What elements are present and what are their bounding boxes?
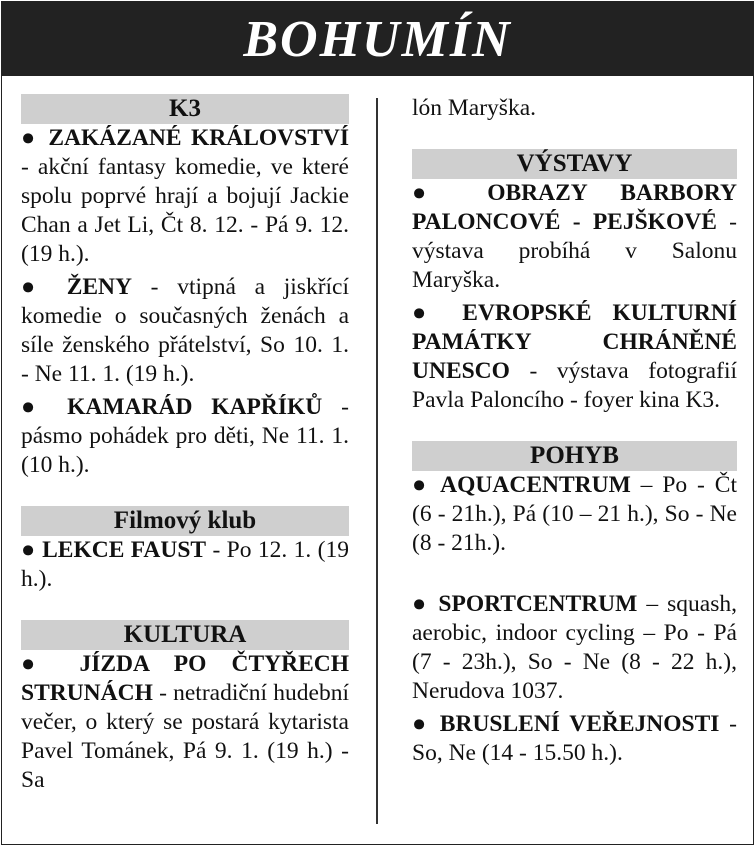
event-text: - pásmo pohádek pro děti, Ne 11. 1. (10 h.). — [21, 394, 349, 478]
list-item — [412, 471, 737, 558]
event-title: LEKCE FAUST — [42, 537, 207, 563]
event-title: JÍZDA PO ČTYŘECH STRUNÁCH — [21, 651, 349, 706]
list-item — [21, 273, 349, 389]
bullet-icon: ● — [21, 394, 49, 420]
column-divider — [376, 98, 378, 824]
event-title: KAMARÁD KAPŘÍKŮ — [67, 394, 323, 420]
event-title: BRUSLENÍ VEŘEJNOSTI — [439, 711, 720, 737]
bullet-icon: ● — [21, 274, 49, 300]
list-item — [412, 710, 737, 768]
left-column — [21, 94, 349, 795]
event-text: - Po 12. 1. (19 h.). — [21, 537, 349, 592]
event-text: - vtipná a jiskřící komedie o současných ženách a síle ženského přátelství, So 10. 1. - Ne 11. 1. (19 h.). — [21, 274, 350, 387]
section-heading-pohyb: POHYB — [412, 441, 737, 471]
right-column — [412, 94, 737, 768]
header-banner — [2, 2, 753, 76]
event-text: - výstava probíhá v Salonu Maryška. — [412, 209, 737, 293]
event-title: ZAKÁZANÉ KRÁLOVSTVÍ — [48, 125, 349, 151]
newspaper-listing — [1, 1, 754, 845]
list-item — [21, 124, 349, 269]
list-item — [412, 179, 737, 295]
event-title: EVROPSKÉ KULTURNÍ PAMÁTKY CHRÁNĚNÉ UNESCO — [412, 300, 738, 384]
event-title: OBRAZY BARBORY PALONCOVÉ - PEJŠKOVÉ — [412, 180, 737, 235]
page-title: BOHUMÍN — [243, 10, 512, 68]
event-text: – squash, aerobic, indoor cycling – Po - Pá (7 - 23h.), So - Ne (8 - 22 h.), Nerudova 1037. — [412, 591, 737, 704]
event-text: – Po - Čt (6 - 21h.), Pá (10 – 21 h.), So - Ne (8 - 21h.). — [412, 472, 737, 556]
bullet-icon: ● — [412, 472, 431, 498]
bullet-icon: ● — [412, 711, 431, 737]
bullet-icon: ● — [21, 537, 36, 563]
section-heading-kultura: KULTURA — [21, 620, 349, 650]
event-title: ŽENY — [66, 274, 132, 300]
bullet-icon: ● — [21, 125, 39, 151]
bullet-icon: ● — [412, 591, 430, 617]
list-item — [412, 590, 737, 706]
list-item — [412, 299, 737, 415]
section-heading-filmovy-klub: Filmový klub — [21, 506, 349, 536]
continued-text: lón Maryška. — [412, 95, 537, 121]
list-item — [21, 650, 349, 795]
event-text: - So, Ne (14 - 15.50 h.). — [412, 711, 737, 766]
event-text: - netradiční hudební večer, o který se postará kytarista Pavel Tománek, Pá 9. 1. (19 h.) - Sa — [21, 680, 349, 793]
event-title: SPORTCENTRUM — [438, 591, 638, 617]
event-text: - akční fantasy komedie, ve které spolu poprvé hrají a bojují Jackie Chan a Jet Li, Čt 8. 12. - Pá 9. 12. (19 h.). — [21, 154, 349, 267]
section-heading-vystavy: VÝSTAVY — [412, 149, 737, 179]
bullet-icon: ● — [21, 651, 55, 677]
list-item — [21, 536, 349, 594]
list-item — [21, 393, 349, 480]
event-text: - výstava fotografií Pavla Paloncího - foyer kina K3. — [412, 358, 737, 413]
bullet-icon: ● — [412, 180, 454, 206]
bullet-icon: ● — [412, 300, 442, 326]
event-title: AQUACENTRUM — [440, 472, 631, 498]
section-heading-k3: K3 — [21, 94, 349, 124]
